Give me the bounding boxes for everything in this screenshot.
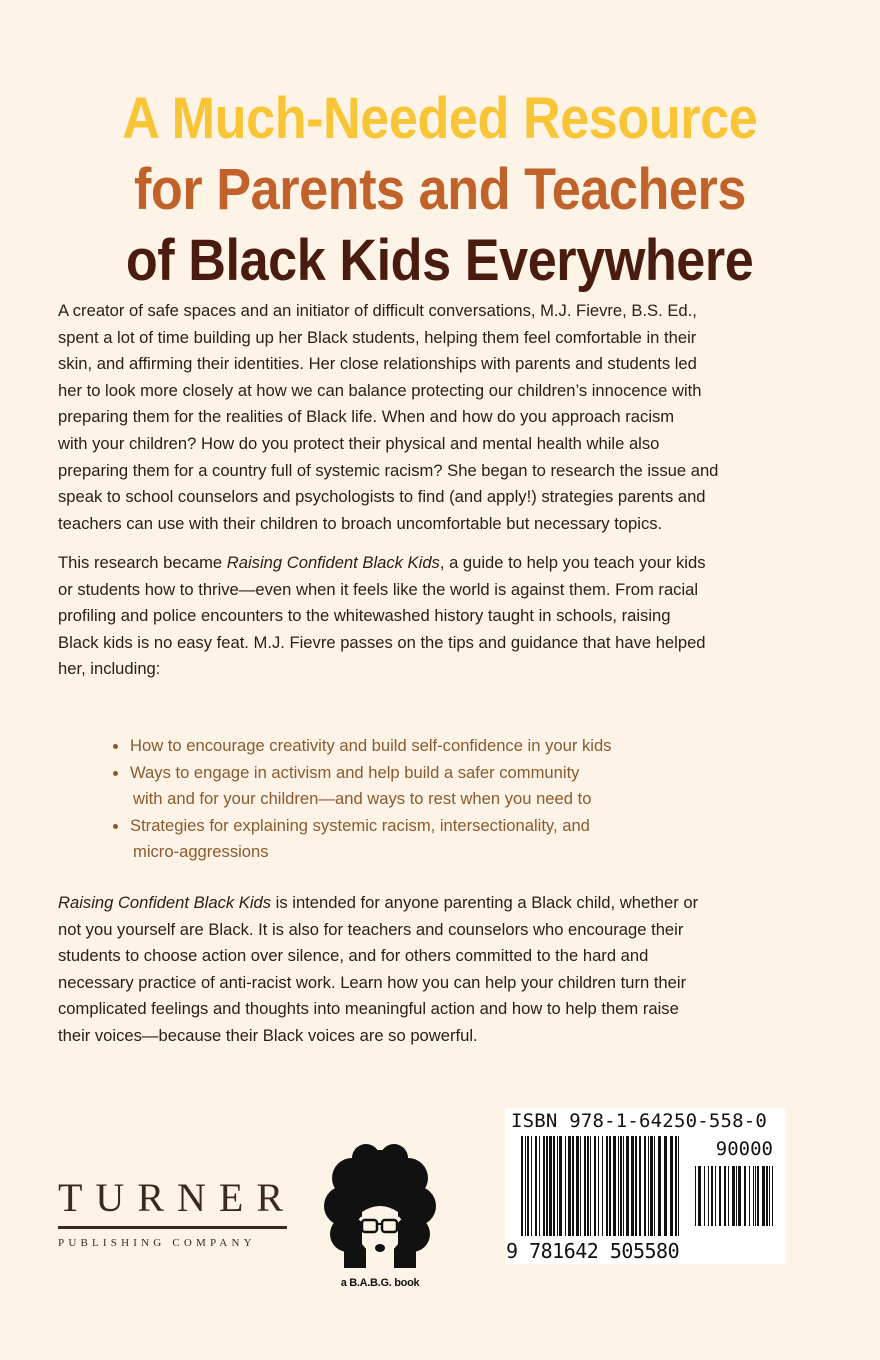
barcode-bar (757, 1166, 759, 1226)
paragraph-line: their voices—because their Black voices are so powerful. (58, 1025, 478, 1045)
barcode-bar (664, 1136, 667, 1236)
barcode-bar (698, 1166, 701, 1226)
paragraph-line: speak to school counselors and psychologists to find (and apply!) strategies parents and (58, 487, 706, 507)
barcode-bar (525, 1136, 526, 1236)
bullet-text: with and for your children—and ways to rest when you need to (133, 789, 592, 809)
barcode-bar (613, 1136, 616, 1236)
barcode-bar (644, 1136, 646, 1236)
bullet-list (130, 733, 611, 866)
barcode-bar (626, 1136, 629, 1236)
bullet-item-line (130, 760, 611, 787)
imprint-logo (318, 1144, 442, 1289)
barcode-bar (543, 1136, 545, 1236)
barcode-bar (755, 1166, 756, 1226)
barcode-bar (695, 1166, 696, 1226)
barcode-bar (769, 1166, 770, 1226)
bullet-icon (113, 771, 118, 776)
barcode-bar (715, 1166, 716, 1226)
barcode-bar (620, 1136, 622, 1236)
barcode-bar (584, 1136, 586, 1236)
barcode-bar (724, 1166, 726, 1226)
barcode-bar (594, 1136, 596, 1236)
barcode-bar (590, 1136, 591, 1236)
paragraph-line: students to choose action over silence, and for others committed to the hard and (58, 946, 649, 966)
bullet-text: Ways to engage in activism and help build a safer community (130, 762, 580, 782)
paragraph-line: A creator of safe spaces and an initiator of difficult conversations, M.J. Fievre, B.S. Ed., (58, 301, 697, 320)
barcode-bar (631, 1136, 634, 1236)
bullet-icon (113, 824, 118, 829)
paragraph-line: teachers can use with their children to broach uncomfortable but necessary topics. (58, 513, 663, 533)
barcode-bar (546, 1136, 548, 1236)
barcode-bar (732, 1166, 735, 1226)
barcode-bar (587, 1136, 589, 1236)
barcode-bar (719, 1166, 721, 1226)
bullet-text: micro-aggressions (133, 842, 269, 862)
barcode-bar (576, 1136, 579, 1236)
barcode-bar (762, 1166, 765, 1226)
imprint-caption: a B.A.B.G. book (340, 1277, 420, 1289)
paragraph-line: Black kids is no easy feat. M.J. Fievre passes on the tips and guidance that have helped (58, 632, 706, 652)
barcode-bar (658, 1136, 661, 1236)
paragraph-line (58, 550, 828, 577)
barcode-bar (559, 1136, 562, 1236)
paragraph-line (58, 890, 828, 917)
paragraph-line: her, including: (58, 659, 161, 679)
headline-text: A Much-Needed Resource (122, 86, 758, 151)
book-title: Raising Confident Black Kids (58, 893, 272, 912)
paragraph-line: or students how to thrive—even when it feels like the world is against them. From racial (58, 579, 699, 599)
barcode-bar (635, 1136, 637, 1236)
barcode-bar (618, 1136, 619, 1236)
barcode-bar (521, 1136, 523, 1236)
barcode-bar (704, 1166, 705, 1226)
publisher-name: TURNER (58, 1175, 296, 1220)
paragraph-line: with your children? How do you protect their physical and mental health while also (58, 433, 660, 453)
barcode-bar (766, 1166, 768, 1226)
barcode-bar (749, 1166, 750, 1226)
barcode-bar (557, 1136, 558, 1236)
headline-line-2 (0, 157, 880, 223)
text: is intended for anyone parenting a Black child, whether or (271, 893, 699, 912)
text: This research became (58, 553, 227, 572)
publisher-subtitle: PUBLISHING COMPANY (58, 1237, 256, 1249)
text: , a guide to help you teach your kids (439, 553, 706, 572)
headline-line-3 (0, 228, 880, 294)
paragraph-line: complicated feelings and thoughts into meaningful action and how to help them raise (58, 999, 679, 1019)
description-paragraph-1 (58, 298, 828, 537)
bullet-text: How to encourage creativity and build self-confidence in your kids (130, 736, 612, 755)
bullet-text: Strategies for explaining systemic racism, intersectionality, and (130, 815, 590, 835)
paragraph-line: preparing them for the realities of Black life. When and how do you approach racism (58, 407, 675, 427)
bullet-item-line (130, 813, 611, 840)
bullet-icon (113, 744, 118, 749)
bullet-item-line (130, 733, 611, 760)
barcode-bar (648, 1136, 649, 1236)
paragraph-line: her to look more closely at how we can balance protecting our children’s innocence with (58, 380, 702, 400)
barcode-bar (744, 1166, 746, 1226)
barcode-bar (623, 1136, 624, 1236)
isbn-text: ISBN 978-1-64250-558-0 (511, 1110, 768, 1132)
isbn-barcode (505, 1108, 785, 1264)
headline-text: of Black Kids Everywhere (126, 228, 754, 293)
barcode-bar (602, 1136, 603, 1236)
barcode-bar (678, 1136, 679, 1236)
barcode-bar (568, 1136, 571, 1236)
barcode-bar (736, 1166, 737, 1226)
barcode-bar (654, 1136, 655, 1236)
barcode-bar (580, 1136, 581, 1236)
barcode-bar (708, 1166, 709, 1226)
book-title: Raising Confident Black Kids (226, 553, 440, 572)
barcode-bar (598, 1136, 599, 1236)
paragraph-line: not you yourself are Black. It is also for teachers and counselors who encourage their (58, 919, 684, 939)
barcode-bar (639, 1136, 641, 1236)
barcode-bar (738, 1166, 741, 1226)
logo-rule (58, 1226, 287, 1229)
paragraph-line: skin, and affirming their identities. Her close relationships with parents and students led (58, 354, 697, 374)
barcode-bar (609, 1136, 611, 1236)
price-addon-text: 90000 (715, 1138, 773, 1160)
headline-line-1 (0, 86, 880, 152)
barcode-bar (531, 1136, 532, 1236)
barcode-bar (549, 1136, 552, 1236)
paragraph-line: preparing them for a country full of systemic racism? She began to research the issue and (58, 460, 719, 480)
paragraph-line: necessary practice of anti-racist work. Learn how you can help your children turn their (58, 972, 687, 992)
barcode-bar (675, 1136, 677, 1236)
barcode-bar (606, 1136, 608, 1236)
afro-woman-glasses-icon (318, 1144, 442, 1272)
ean-number: 9 781642 505580 (506, 1239, 680, 1263)
bullet-item-line (130, 839, 611, 866)
barcode-bar (572, 1136, 574, 1236)
headline-text: for Parents and Teachers (134, 157, 746, 222)
barcode-bar (553, 1136, 555, 1236)
barcode-bar (535, 1136, 537, 1236)
barcode-bar (670, 1136, 673, 1236)
barcode-bar (772, 1166, 773, 1226)
barcode-bar (728, 1166, 729, 1226)
paragraph-line: profiling and police encounters to the whitewashed history taught in schools, raising (58, 606, 671, 626)
bullet-item-line (130, 786, 611, 813)
barcode-bar (650, 1136, 653, 1236)
barcode-bar (539, 1136, 540, 1236)
barcode-bar (565, 1136, 566, 1236)
barcode-bar (711, 1166, 713, 1226)
publisher-logo (58, 1175, 296, 1249)
description-paragraph-2 (58, 550, 828, 683)
barcode-bar (753, 1166, 754, 1226)
paragraph-line: spent a lot of time building up her Black students, helping them feel comfortable in their (58, 327, 697, 347)
description-paragraph-3 (58, 890, 828, 1050)
barcode-bar (527, 1136, 529, 1236)
